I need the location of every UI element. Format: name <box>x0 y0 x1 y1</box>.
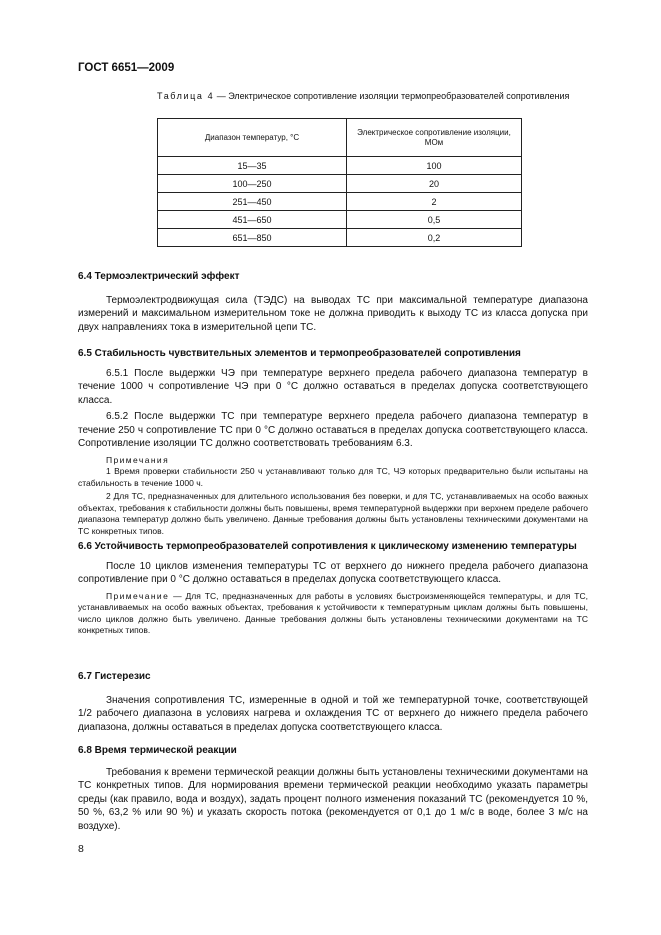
paragraph: Требования к времени термической реакции должны быть установлены техническими документами на ТС конкретных типов. Для нормирования времени термической реакции необходимо указать параметры среды (как правило, вода и воздух), задать процент полного изменения показаний ТС (рекомендуется 10 %, 50 %, 63,2 % или 90 %) и указать скорость потока (рекомендуется от 0,1 до 1 м/с в воде, более 3 м/с на воздухе). <box>78 766 588 832</box>
table-row <box>158 229 522 247</box>
note: 1 Время проверки стабильности 250 ч устанавливают только для ТС, ЧЭ которых предварительно были испытаны на стабильность в течение 1000 ч. <box>78 466 588 488</box>
table-row <box>158 175 522 193</box>
section-heading: 6.7 Гистерезис <box>78 671 151 682</box>
cell-temperature-range: 15—35 <box>158 157 347 175</box>
insulation-resistance-table <box>157 118 522 247</box>
section-6-5 <box>78 347 588 537</box>
paragraph: 6.5.1 После выдержки ЧЭ при температуре верхнего предела рабочего диапазона температур в течение 1000 ч сопротивление ЧЭ при 0 °С должно оставаться в пределах допуска соответствующего класса. <box>78 367 588 406</box>
cell-resistance: 20 <box>347 175 522 193</box>
cell-temperature-range: 251—450 <box>158 193 347 211</box>
paragraph: 6.5.2 После выдержки ТС при температуре верхнего предела рабочего диапазона температур в течение 250 ч сопротивление ТС при 0 °С должно оставаться в пределах допуска соответствующего класса. Сопротивление изоляции ТС должно соответствовать требованиям 6.3. <box>78 411 588 449</box>
cell-resistance: 0,2 <box>347 229 522 247</box>
table-row <box>158 193 522 211</box>
cell-temperature-range: 100—250 <box>158 175 347 193</box>
table-caption <box>157 91 577 102</box>
note-text: — Для ТС, предназначенных для работы в условиях быстроизменяющейся температуры, и для ТС, устанавливаемых на особо важных объектах, требования к устойчивости к температурным циклам должны быть повышены, число циклов должно быть увеличено. Данные требования должны быть установлены техническими документами на ТС конкретных типов. <box>78 590 588 635</box>
paragraph: Значения сопротивления ТС, измеренные в одной и той же температурной точке, соответствующей 1/2 рабочего диапазона в условиях нагрева и охлаждения ТС от верхнего до нижнего предела рабочего диапазона, должны оставаться в пределах допуска соответствующего класса. <box>78 694 588 733</box>
section-heading: 6.8 Время термической реакции <box>78 745 237 756</box>
cell-resistance: 100 <box>347 157 522 175</box>
note-label: Примечание <box>106 590 170 601</box>
page-number: 8 <box>78 843 84 855</box>
note: 2 Для ТС, предназначенных для длительного использования без поверки, и для ТС, устанавливаемых на особо важных объектах, требования к стабильности должны быть повышены, время температурной выдержки при верхнем пределе рабочего диапазона температур должно быть увеличено. Данные требования должны быть установлены техническими документами на ТС конкретных типов. <box>78 491 588 536</box>
cell-resistance: 2 <box>347 193 522 211</box>
section-6-6 <box>78 540 588 637</box>
note <box>78 591 588 637</box>
cell-temperature-range: 451—650 <box>158 211 347 229</box>
cell-resistance: 0,5 <box>347 211 522 229</box>
section-6-7 <box>78 670 588 734</box>
section-heading: 6.4 Термоэлектрический эффект <box>78 271 240 282</box>
cell-temperature-range: 651—850 <box>158 229 347 247</box>
table-row <box>158 157 522 175</box>
standard-header: ГОСТ 6651—2009 <box>78 62 175 74</box>
section-heading: 6.6 Устойчивость термопреобразователей сопротивления к циклическому изменению температуры <box>78 541 577 552</box>
table-row <box>158 211 522 229</box>
paragraph: После 10 циклов изменения температуры ТС от верхнего до нижнего предела рабочего диапазона сопротивление при 0 °С должно оставаться в пределах допуска соответствующего класса. <box>78 560 588 585</box>
table-label: Таблица 4 <box>157 91 215 101</box>
section-heading: 6.5 Стабильность чувствительных элементов и термопреобразователей сопротивления <box>78 348 521 359</box>
column-header-temperature-range: Диапазон температур, °С <box>158 119 347 157</box>
section-6-8 <box>78 744 588 833</box>
column-header-resistance: Электрическое сопротивление изоляции, МОм <box>347 119 522 157</box>
section-6-4 <box>78 270 588 334</box>
table-body <box>158 157 522 247</box>
notes-title: Примечания <box>106 454 170 465</box>
table-caption-text: — Электрическое сопротивление изоляции термопреобразователей сопротивления <box>214 91 570 101</box>
paragraph: Термоэлектродвижущая сила (ТЭДС) на выводах ТС при максимальной температуре диапазона измерений и максимальном измерительном токе не должна приводить к выходу ТС из класса допуска при двух направлениях тока в измерительной цепи ТС. <box>78 294 588 333</box>
